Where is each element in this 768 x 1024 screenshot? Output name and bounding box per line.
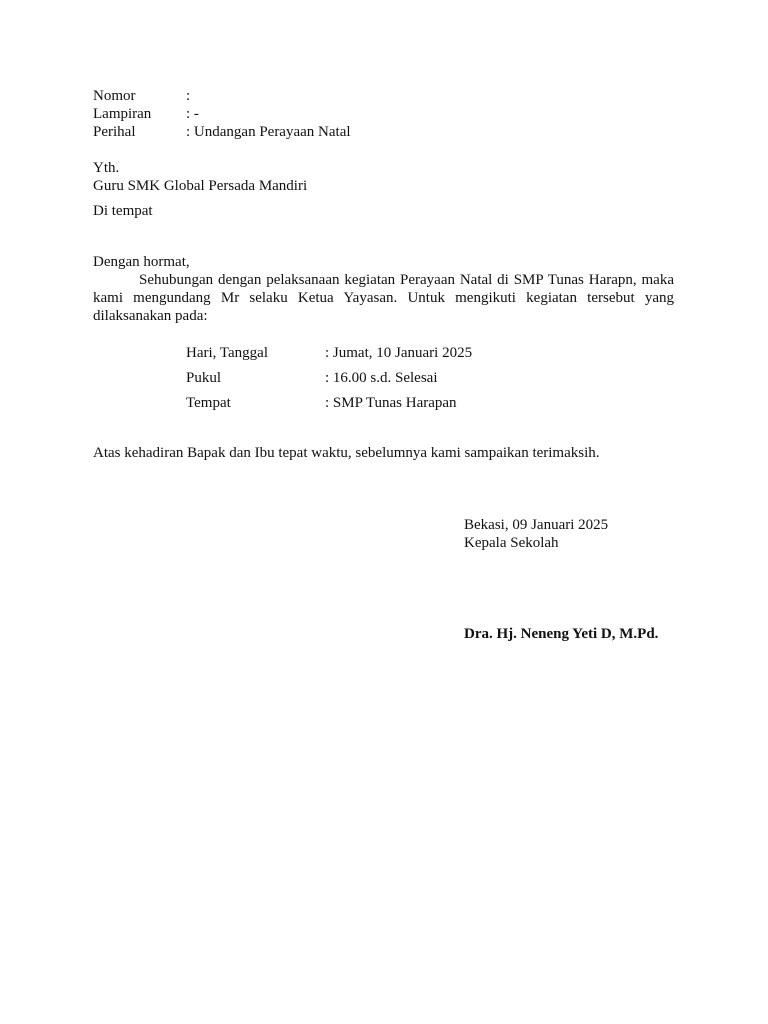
- detail-place-label: Tempat: [186, 395, 231, 411]
- signature-place-date: Bekasi, 09 Januari 2025: [464, 517, 609, 533]
- perihal-value: : Undangan Perayaan Natal: [186, 124, 351, 140]
- body-paragraph: [93, 271, 674, 325]
- recipient-salutation: Yth.: [93, 160, 120, 176]
- detail-time-value: : 16.00 s.d. Selesai: [325, 370, 438, 386]
- signature-name: Dra. Hj. Neneng Yeti D, M.Pd.: [464, 626, 659, 642]
- lampiran-value: : -: [186, 106, 199, 122]
- nomor-value: :: [186, 88, 191, 104]
- closing-sentence: Atas kehadiran Bapak dan Ibu tepat waktu, sebelumnya kami sampaikan terimaksih.: [93, 445, 600, 461]
- recipient-place: Di tempat: [93, 203, 153, 219]
- detail-place-value: : SMP Tunas Harapan: [325, 395, 457, 411]
- lampiran-label: Lampiran: [93, 106, 152, 122]
- perihal-label: Perihal: [93, 124, 136, 140]
- recipient-name: Guru SMK Global Persada Mandiri: [93, 178, 308, 194]
- detail-date-value: : Jumat, 10 Januari 2025: [325, 345, 473, 361]
- nomor-label: Nomor: [93, 88, 136, 104]
- signature-position: Kepala Sekolah: [464, 535, 559, 551]
- body-paragraph-text: Sehubungan dengan pelaksanaan kegiatan Perayaan Natal di SMP Tunas Harapn, maka kami mengundang Mr selaku Ketua Yayasan. Untuk mengikuti kegiatan tersebut yang dilaksanakan pada:: [93, 272, 674, 324]
- detail-time-label: Pukul: [186, 370, 222, 386]
- greeting: Dengan hormat,: [93, 254, 190, 270]
- detail-date-label: Hari, Tanggal: [186, 345, 268, 361]
